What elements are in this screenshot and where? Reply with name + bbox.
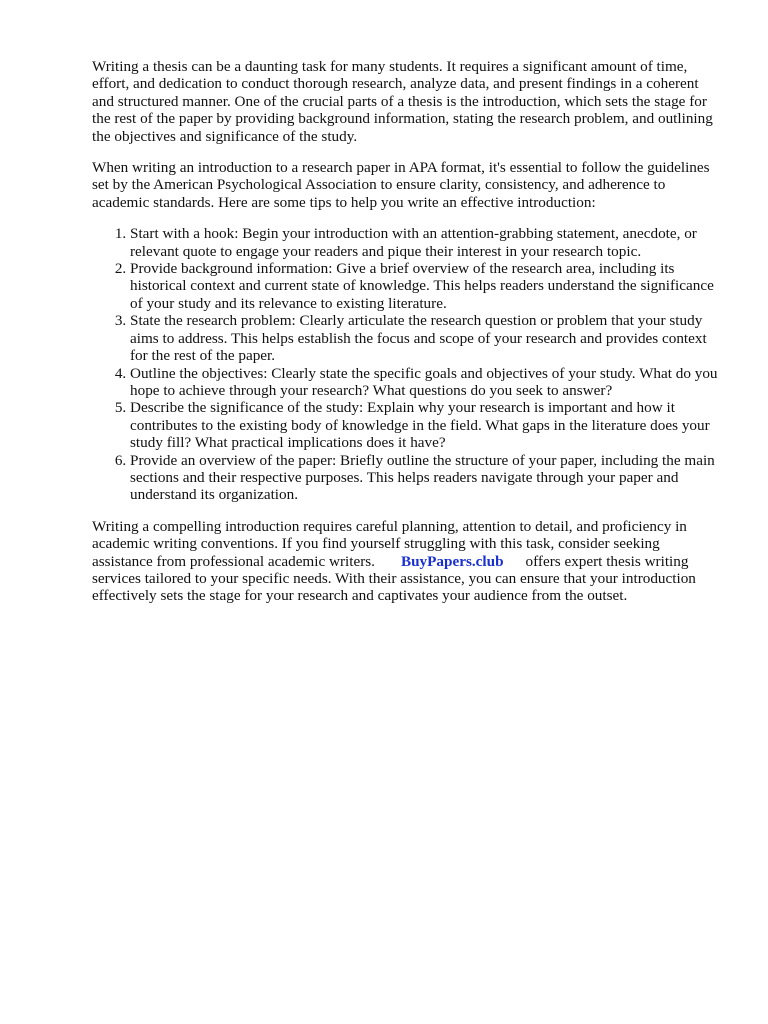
- closing-paragraph: [92, 518, 720, 605]
- closing-text-before: Writing a compelling introduction requires careful planning, attention to detail, and proficiency in academic writing conventions. If you find yourself struggling with this task, consider seeking assistance from professional academic writers.: [92, 517, 687, 570]
- closing-text-after: offers expert thesis writing services tailored to your specific needs. With their assistance, you can ensure that your introduction effectively sets the stage for your research and captivates your audience from the outset.: [92, 552, 696, 605]
- document-page: [92, 58, 720, 619]
- tips-list: [92, 225, 720, 504]
- list-item: 5. Describe the significance of the study: Explain why your research is important and how it contributes to the existing body of knowledge in the field. What gaps in the literature does your study fill? What practical implications does it have?: [130, 399, 720, 451]
- list-item: 2. Provide background information: Give a brief overview of the research area, including its historical context and current state of knowledge. This helps readers understand the significance of your study and its relevance to existing literature.: [130, 260, 720, 312]
- list-item: 6. Provide an overview of the paper: Briefly outline the structure of your paper, including the main sections and their respective purposes. This helps readers navigate through your paper and understand its organization.: [130, 452, 720, 504]
- intro-paragraph: Writing a thesis can be a daunting task for many students. It requires a significant amount of time, effort, and dedication to conduct thorough research, analyze data, and present findings in a coherent and structured manner. One of the crucial parts of a thesis is the introduction, which sets the stage for the rest of the paper by providing background information, stating the research problem, and outlining the objectives and significance of the study.: [92, 58, 713, 145]
- list-item: 3. State the research problem: Clearly articulate the research question or problem that your study aims to address. This helps establish the focus and scope of your research and provides context for the rest of the paper.: [130, 312, 720, 364]
- buypapers-link[interactable]: BuyPapers.club: [400, 552, 504, 570]
- list-item: 4. Outline the objectives: Clearly state the specific goals and objectives of your study. What do you hope to achieve through your research? What questions do you seek to answer?: [130, 365, 720, 400]
- apa-guidelines-paragraph: When writing an introduction to a research paper in APA format, it's essential to follow the guidelines set by the American Psychological Association to ensure clarity, consistency, and adherence to academic standards. Here are some tips to help you write an effective introduction:: [92, 159, 710, 211]
- list-item: 1. Start with a hook: Begin your introduction with an attention-grabbing statement, anecdote, or relevant quote to engage your readers and pique their interest in your research topic.: [130, 225, 720, 260]
